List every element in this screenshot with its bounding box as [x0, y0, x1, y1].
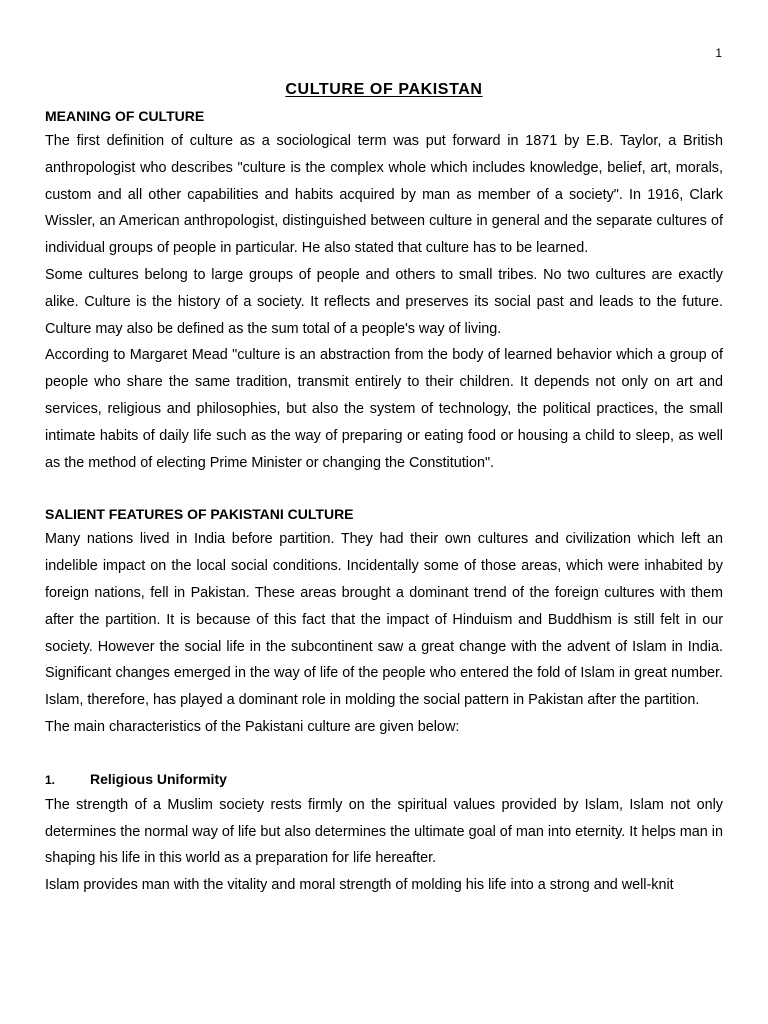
document-body — [45, 104, 723, 899]
document-title — [0, 80, 768, 100]
paragraph-margaret-mead: According to Margaret Mead "culture is an abstraction from the body of learned behavior which a group of people who share the same tradition, transmit entirely to their children. It depends not only on art and services, religious and philosophies, but also the system of technology, the political practices, the small intimate habits of daily life such as the way of preparing or eating food or housing a child to sleep, as well as the method of electing Prime Minister or changing the Constitution". — [45, 347, 723, 471]
paragraph-islam-vitality: Islam provides man with the vitality and moral strength of molding his life into a strong and well-knit — [45, 877, 674, 894]
subsection-number: 1. — [45, 772, 56, 787]
section-spacer — [45, 476, 723, 502]
subsection-heading-religious-uniformity — [45, 767, 723, 792]
paragraph-culture-definition-taylor: The first definition of culture as a sociological term was put forward in 1871 by E.B. Taylor, a British anthropologist who describes "culture is the complex whole which includes knowledge, belief, art, morals, custom and all other capabilities and habits acquired by man as member of a society". In 1916, Clark Wissler, an American anthropologist, distinguished between culture in general and the separate cultures of individual groups of people in particular. He also stated that culture has to be learned. — [45, 133, 723, 257]
section-spacer — [45, 741, 723, 767]
paragraph-main-characteristics: The main characteristics of the Pakistani culture are given below: — [45, 718, 460, 735]
section-heading-salient-features: SALIENT FEATURES OF PAKISTANI CULTURE — [45, 506, 354, 523]
subsection-title: Religious Uniformity — [90, 770, 227, 787]
document-title-text: CULTURE OF PAKISTAN — [285, 81, 483, 98]
section-heading-meaning-of-culture: MEANING OF CULTURE — [45, 108, 205, 124]
page-number: 1 — [715, 46, 722, 60]
paragraph-nations-before-partition: Many nations lived in India before partition. They had their own cultures and civilization which left an indelible impact on the local social conditions. Incidentally some of those areas, which were inhabited by foreign nations, fell in Pakistan. These areas brought a dominant trend of the foreign cultures with them after the partition. It is because of this fact that the impact of Hinduism and Buddhism is still felt in our society. However the social life in the subcontinent saw a great change with the advent of Islam in India. Significant changes emerged in the way of life of the people who entered the fold of Islam in great number. Islam, therefore, has played a dominant role in molding the social pattern in Pakistan after the partition. — [45, 531, 723, 709]
paragraph-muslim-society-strength: The strength of a Muslim society rests firmly on the spiritual values provided by Islam, Islam not only determines the normal way of life but also determines the ultimate goal of man into eternity. It helps man in shaping his life in this world as a preparation for life hereafter. — [45, 796, 723, 867]
paragraph-culture-groups: Some cultures belong to large groups of people and others to small tribes. No two cultures are exactly alike. Culture is the history of a society. It reflects and preserves its social past and leads to the future. Culture may also be defined as the sum total of a people's way of living. — [45, 266, 723, 337]
